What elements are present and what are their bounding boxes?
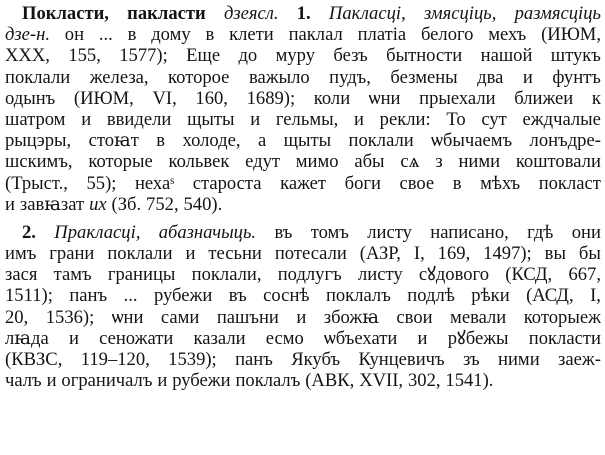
word: тамъ	[53, 264, 92, 286]
word: стоꙗт	[88, 130, 139, 152]
word: штукъ	[550, 45, 601, 67]
word: (АСД,	[526, 285, 574, 307]
text-line	[5, 109, 601, 130]
word: рꙋбежы	[447, 327, 509, 349]
word: свое	[399, 172, 435, 194]
word: VI,	[152, 87, 177, 109]
text-line	[5, 243, 601, 264]
text-line	[5, 130, 601, 151]
word: въ	[228, 285, 247, 307]
word: рубежи	[153, 285, 213, 307]
word: Кунцевичъ	[358, 349, 445, 370]
text-line	[5, 173, 601, 194]
word: поклали	[107, 243, 173, 265]
word: (ИЮМ,	[541, 24, 601, 46]
word: 1577);	[119, 45, 168, 67]
word: подлѣ	[407, 285, 455, 307]
word: мѣхъ	[480, 172, 521, 194]
word: они	[571, 221, 601, 243]
word: поклали,	[191, 264, 262, 286]
word: и	[46, 370, 57, 392]
word: дзеясл.	[223, 3, 279, 24]
word: 1539);	[168, 349, 217, 370]
word: в	[156, 130, 166, 152]
word: в	[452, 172, 462, 194]
word: 1689);	[246, 87, 296, 109]
text-line	[5, 264, 601, 285]
word: I,	[413, 243, 425, 265]
word: томъ	[310, 221, 349, 243]
word: сеножати	[99, 327, 174, 349]
word: рыцэры,	[5, 130, 72, 152]
word: едут	[245, 151, 281, 173]
word: I,	[590, 285, 601, 307]
word: поклали	[5, 66, 71, 88]
word: листу	[357, 264, 403, 286]
word: в	[205, 24, 215, 46]
word: 1.	[296, 3, 311, 24]
word: кольвек	[168, 151, 230, 173]
word: мимо	[295, 151, 339, 173]
text-line	[5, 45, 601, 66]
word: в	[127, 24, 137, 46]
word: два	[477, 66, 504, 88]
word: безъ	[333, 45, 368, 67]
word: сут	[481, 108, 507, 130]
word: пашъни	[216, 306, 279, 328]
word: ...	[123, 285, 138, 307]
word: соснѣ	[263, 285, 310, 307]
word: дому	[151, 24, 191, 46]
word: грани	[49, 243, 95, 265]
word: мевали	[450, 306, 507, 328]
word: их	[89, 193, 107, 215]
word: гельмы,	[275, 108, 339, 130]
word: важыло	[248, 66, 310, 88]
word: 1497);	[483, 243, 532, 265]
word: нашой	[480, 45, 533, 67]
word: (АВК,	[305, 370, 355, 392]
word: щыты	[283, 130, 332, 152]
word: покласт	[538, 172, 601, 194]
word: а	[257, 130, 267, 152]
word: безмены	[390, 66, 458, 88]
word: покласти	[528, 327, 601, 349]
word: клети	[229, 24, 274, 46]
word: 667,	[568, 264, 601, 286]
word: коштовали	[515, 151, 601, 173]
word: шатром	[5, 108, 66, 130]
word: збожꙗ	[323, 306, 379, 328]
word: 55);	[86, 172, 117, 194]
dictionary-entry-sense-2	[5, 222, 601, 392]
word: платіа	[357, 24, 407, 46]
word: абы	[354, 151, 385, 173]
word: и	[296, 306, 307, 328]
word: староста	[192, 172, 262, 194]
word: (Зб.	[111, 193, 142, 215]
word: Еще	[186, 45, 221, 67]
text-line	[5, 328, 601, 349]
word: и	[250, 108, 261, 130]
text-line	[5, 285, 601, 306]
word: холоде,	[182, 130, 241, 152]
word: зася	[5, 264, 38, 286]
word: Покласти,	[22, 3, 109, 24]
word: бы	[578, 243, 601, 265]
word: То	[446, 108, 466, 130]
word: ѡбычаемъ	[431, 130, 513, 152]
word: еждчалые	[522, 108, 601, 130]
word: ...	[98, 24, 113, 46]
word: 302,	[407, 370, 441, 392]
word: чалъ	[5, 370, 42, 392]
text-line	[5, 349, 601, 370]
word: ѡни	[368, 87, 401, 109]
word: XVII,	[359, 370, 404, 392]
word: 1511);	[5, 285, 53, 307]
word: и	[353, 108, 364, 130]
word: боги	[344, 172, 381, 194]
word: (Трыст.,	[5, 172, 68, 194]
word: (КВЗС,	[5, 349, 63, 370]
word: 540).	[183, 193, 223, 215]
word: 160,	[195, 87, 228, 109]
word: написано,	[430, 221, 509, 243]
word: паклал	[288, 24, 343, 46]
word: вы	[544, 243, 566, 265]
word: подлугъ	[277, 264, 342, 286]
text-line	[5, 88, 601, 109]
word: и	[5, 193, 15, 215]
word: и	[522, 66, 533, 88]
word: ограничалъ	[61, 370, 153, 392]
word: ближеи	[514, 87, 574, 109]
word: заеж-	[558, 349, 601, 370]
word: рекли:	[379, 108, 431, 130]
word: гдѣ	[527, 221, 554, 243]
word: сѧ	[400, 151, 420, 173]
word: абазначыць.	[158, 221, 257, 243]
word: (ИЮМ,	[73, 87, 134, 109]
word: одынъ	[5, 87, 56, 109]
word: свои	[396, 306, 433, 328]
word: пакласти	[127, 3, 206, 24]
word: поклалъ	[235, 370, 301, 392]
word: границы	[107, 264, 176, 286]
word: которые	[88, 151, 153, 173]
word: листу	[367, 221, 412, 243]
word: прыехали	[419, 87, 496, 109]
word: фунтъ	[552, 66, 601, 88]
word: сꙋдового	[418, 264, 490, 286]
text-line	[5, 222, 601, 243]
word: (КСД,	[505, 264, 553, 286]
word: потесали	[274, 243, 347, 265]
word: въ	[274, 221, 293, 243]
dictionary-entry-sense-1	[5, 3, 601, 215]
word: ввидели	[106, 108, 172, 130]
word: нехаˢ	[134, 172, 175, 194]
word: Пракласці,	[54, 221, 141, 243]
word: которыеж	[523, 306, 601, 328]
word: 1541).	[445, 370, 494, 392]
word: рѣки	[471, 285, 510, 307]
word: размясціць	[514, 3, 601, 24]
word: ѡбъехати	[324, 327, 398, 349]
word: XXX,	[5, 45, 50, 67]
word: лонъдре-	[529, 130, 601, 152]
word: до	[238, 45, 258, 67]
word: имъ	[5, 243, 37, 265]
word: 169,	[437, 243, 471, 265]
word: бытности	[386, 45, 463, 67]
text-line	[5, 24, 601, 45]
word: шскимъ,	[5, 151, 73, 173]
word: которое	[168, 66, 230, 88]
word: и	[157, 370, 168, 392]
word: Пакласці,	[328, 3, 406, 24]
word: змясціць,	[423, 3, 497, 24]
word: лꙗда	[5, 327, 49, 349]
word: мехъ	[488, 24, 527, 46]
word: 2.	[22, 221, 36, 243]
word: коли	[313, 87, 351, 109]
word: завꙗзат	[19, 193, 85, 215]
word: ними	[498, 349, 540, 370]
word: он	[64, 24, 85, 46]
word: тесьни	[208, 243, 262, 265]
word: панъ	[69, 285, 108, 307]
word: 20,	[5, 306, 29, 328]
word: ними	[458, 151, 501, 173]
word: (АЗР,	[359, 243, 401, 265]
word: ѡни	[111, 306, 144, 328]
word: 1536);	[45, 306, 95, 328]
word: 155,	[68, 45, 101, 67]
word: казали	[193, 327, 246, 349]
word: щыты	[187, 108, 235, 130]
text-line	[5, 194, 601, 215]
word: поклалъ	[325, 285, 391, 307]
word: и	[68, 327, 79, 349]
text-line	[5, 370, 601, 391]
text-line	[5, 151, 601, 172]
text-line	[5, 3, 601, 24]
word: есмо	[265, 327, 304, 349]
word: муру	[275, 45, 316, 67]
word: и	[417, 327, 428, 349]
word: рубежи	[172, 370, 231, 392]
word: 119–120,	[80, 349, 150, 370]
word: к	[591, 87, 601, 109]
text-line	[5, 67, 601, 88]
word: сами	[160, 306, 200, 328]
word: пудъ,	[329, 66, 371, 88]
word: 752,	[146, 193, 179, 215]
word: поклали	[348, 130, 414, 152]
word: железа,	[89, 66, 149, 88]
text-line	[5, 307, 601, 328]
word: панъ	[235, 349, 273, 370]
word: и	[81, 108, 92, 130]
word: кажет	[280, 172, 327, 194]
word: белого	[420, 24, 474, 46]
word: зъ	[463, 349, 480, 370]
word: дзе-н.	[5, 24, 50, 46]
dictionary-page	[5, 3, 601, 391]
word: Якубъ	[291, 349, 341, 370]
word: з	[435, 151, 443, 173]
word: и	[185, 243, 196, 265]
